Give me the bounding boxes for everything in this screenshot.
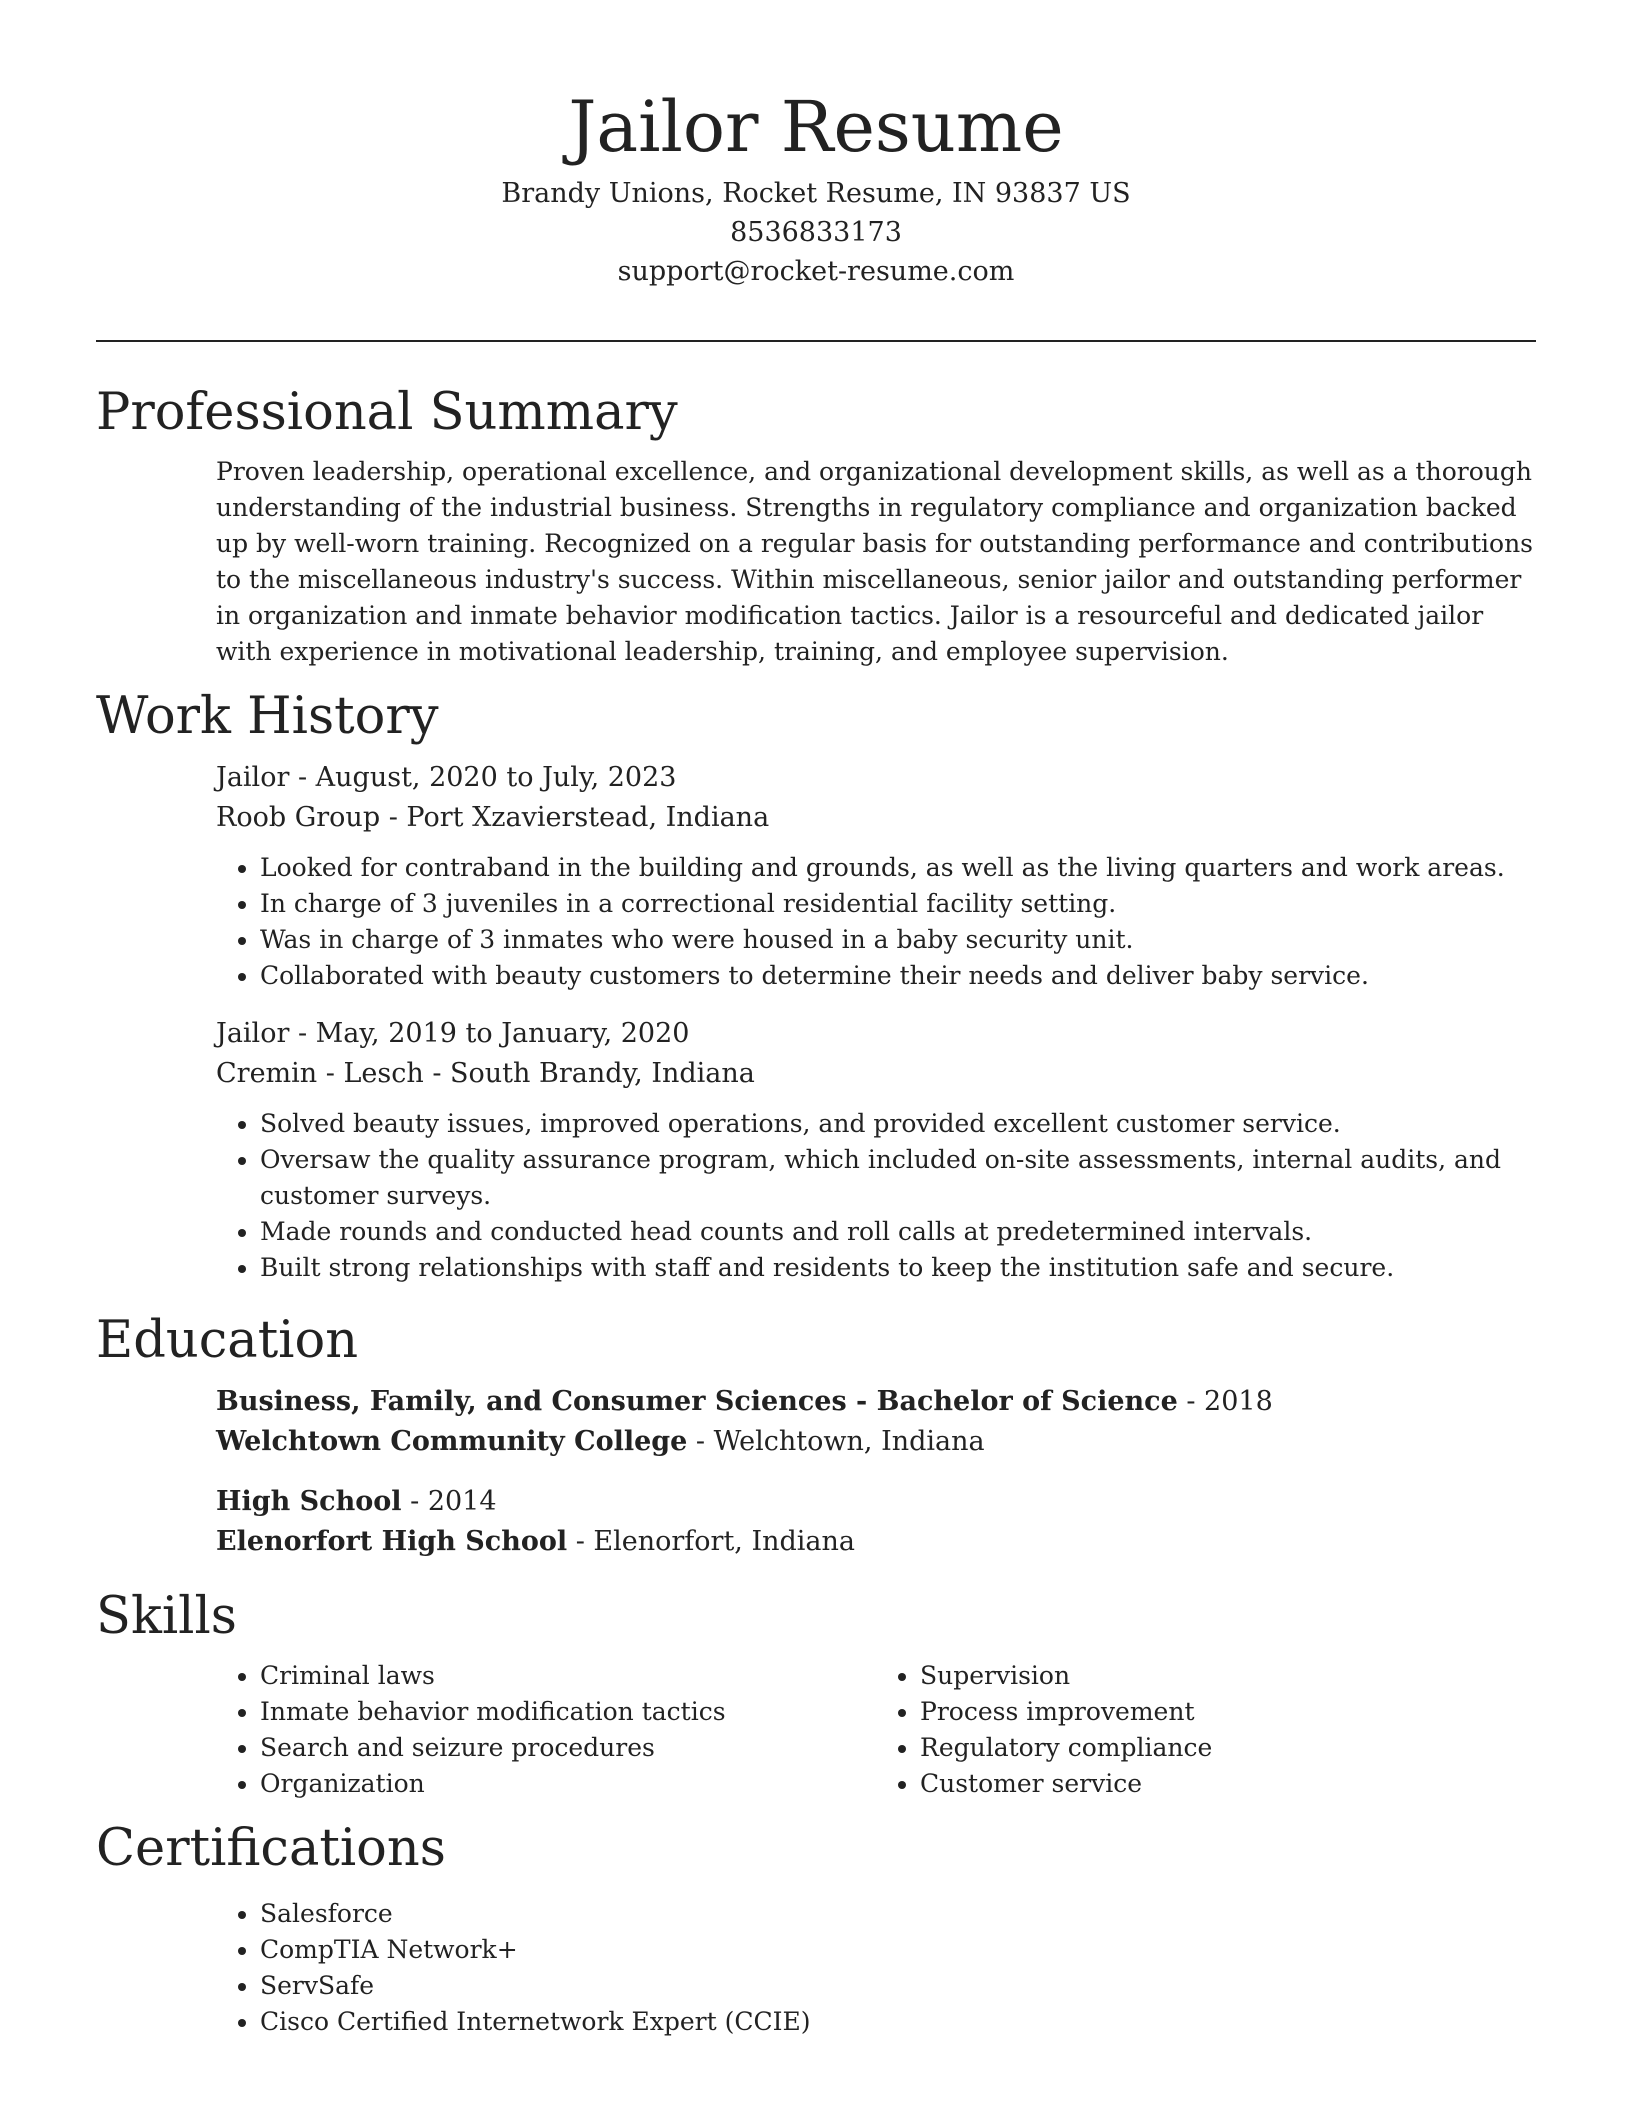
job-duty: • Made rounds and conducted head counts and roll calls at predetermined intervals. [260, 1214, 1536, 1250]
job-company: Cremin - Lesch [216, 1058, 424, 1089]
job-company-line [216, 1054, 1536, 1094]
school-name: Elenorfort High School [216, 1526, 568, 1557]
degree-line [216, 1482, 1536, 1522]
job-dates: - May, 2019 to January, 2020 [289, 1018, 690, 1049]
resume-header [0, 0, 1632, 291]
education-section [96, 1306, 1536, 1562]
job-duty: • Looked for contraband in the building and grounds, as well as the living quarters and work areas. [260, 850, 1536, 886]
school-line [216, 1522, 1536, 1562]
education-entry [216, 1382, 1536, 1462]
degree-name: High School [216, 1486, 402, 1517]
job-role: Jailor [216, 1018, 290, 1049]
school-name: Welchtown Community College [216, 1426, 688, 1457]
job-duty: • Built strong relationships with staff and residents to keep the institution safe and secure. [260, 1250, 1536, 1286]
skill-item: • Customer service [920, 1766, 1536, 1802]
summary-section [96, 378, 1536, 670]
skill-item: • Process improvement [920, 1694, 1536, 1730]
job-dates: - August, 2020 to July, 2023 [289, 762, 677, 793]
email-address: support@rocket-resume.com [617, 256, 1015, 287]
job-entry [216, 758, 1536, 994]
certifications-heading: Certifications [96, 1819, 446, 1878]
certification-item: • Salesforce [260, 1896, 1536, 1932]
certifications-list [216, 1896, 1536, 2040]
skills-section [96, 1582, 1536, 1802]
skills-column-left [216, 1658, 876, 1802]
skill-item: • Regulatory compliance [920, 1730, 1536, 1766]
job-entry [216, 1014, 1536, 1286]
degree-line [216, 1382, 1536, 1422]
job-duty: • Oversaw the quality assurance program, which included on-site assessments, internal audits, and customer surveys. [260, 1142, 1536, 1214]
job-duties [216, 1106, 1536, 1286]
skill-item: • Search and seizure procedures [260, 1730, 876, 1766]
school-location: - Elenorfort, Indiana [567, 1526, 856, 1557]
work-history-heading: Work History [96, 687, 439, 746]
job-duty: • Solved beauty issues, improved operations, and provided excellent customer service. [260, 1106, 1536, 1142]
job-duty: • In charge of 3 juveniles in a correctional residential facility setting. [260, 886, 1536, 922]
page-title: Jailor Resume [568, 86, 1064, 168]
job-title-line [216, 1014, 1536, 1054]
skills-grid [216, 1658, 1536, 1802]
summary-text: Proven leadership, operational excellence, and organizational development skills, as well as a thorough understanding of the industrial business. Strengths in regulatory compliance and organization backed up by well-worn training. Recognized on a regular basis for outstanding performance and contributions to the miscellaneous industry's success. Within miscellaneous, senior jailor and outstanding performer in organization and inmate behavior modification tactics. Jailor is a resourceful and dedicated jailor with experience in motivational leadership, training, and employee supervision. [216, 457, 1534, 666]
degree-year: - 2014 [401, 1486, 497, 1517]
skill-item: • Criminal laws [260, 1658, 876, 1694]
job-location: - Port Xzavierstead, Indiana [380, 802, 770, 833]
education-entry [216, 1482, 1536, 1562]
skills-column-right [876, 1658, 1536, 1802]
address: Brandy Unions, Rocket Resume, IN 93837 US [501, 178, 1131, 209]
job-duty: • Collaborated with beauty customers to determine their needs and deliver baby service. [260, 958, 1536, 994]
degree-name: Business, Family, and Consumer Sciences - Bachelor of Science [216, 1386, 1178, 1417]
job-duties [216, 850, 1536, 994]
work-history-section [96, 682, 1536, 1286]
school-location: - Welchtown, Indiana [687, 1426, 985, 1457]
resume-content [96, 378, 1536, 2040]
job-title-line [216, 758, 1536, 798]
skill-item: • Inmate behavior modification tactics [260, 1694, 876, 1730]
job-role: Jailor [216, 762, 290, 793]
certification-item: • ServSafe [260, 1968, 1536, 2004]
school-line [216, 1422, 1536, 1462]
job-company-line [216, 798, 1536, 838]
certification-item: • CompTIA Network+ [260, 1932, 1536, 1968]
summary-heading: Professional Summary [96, 383, 678, 442]
skills-heading: Skills [96, 1587, 237, 1646]
education-heading: Education [96, 1311, 359, 1370]
skill-item: • Organization [260, 1766, 876, 1802]
certification-item: • Cisco Certified Internetwork Expert (CCIE) [260, 2004, 1536, 2040]
phone-number: 8536833173 [730, 217, 902, 248]
job-duty: • Was in charge of 3 inmates who were housed in a baby security unit. [260, 922, 1536, 958]
degree-year: - 2018 [1177, 1386, 1273, 1417]
header-divider [96, 340, 1536, 342]
certifications-section [96, 1814, 1536, 2040]
skill-item: • Supervision [920, 1658, 1536, 1694]
job-location: - South Brandy, Indiana [423, 1058, 755, 1089]
job-company: Roob Group [216, 802, 381, 833]
